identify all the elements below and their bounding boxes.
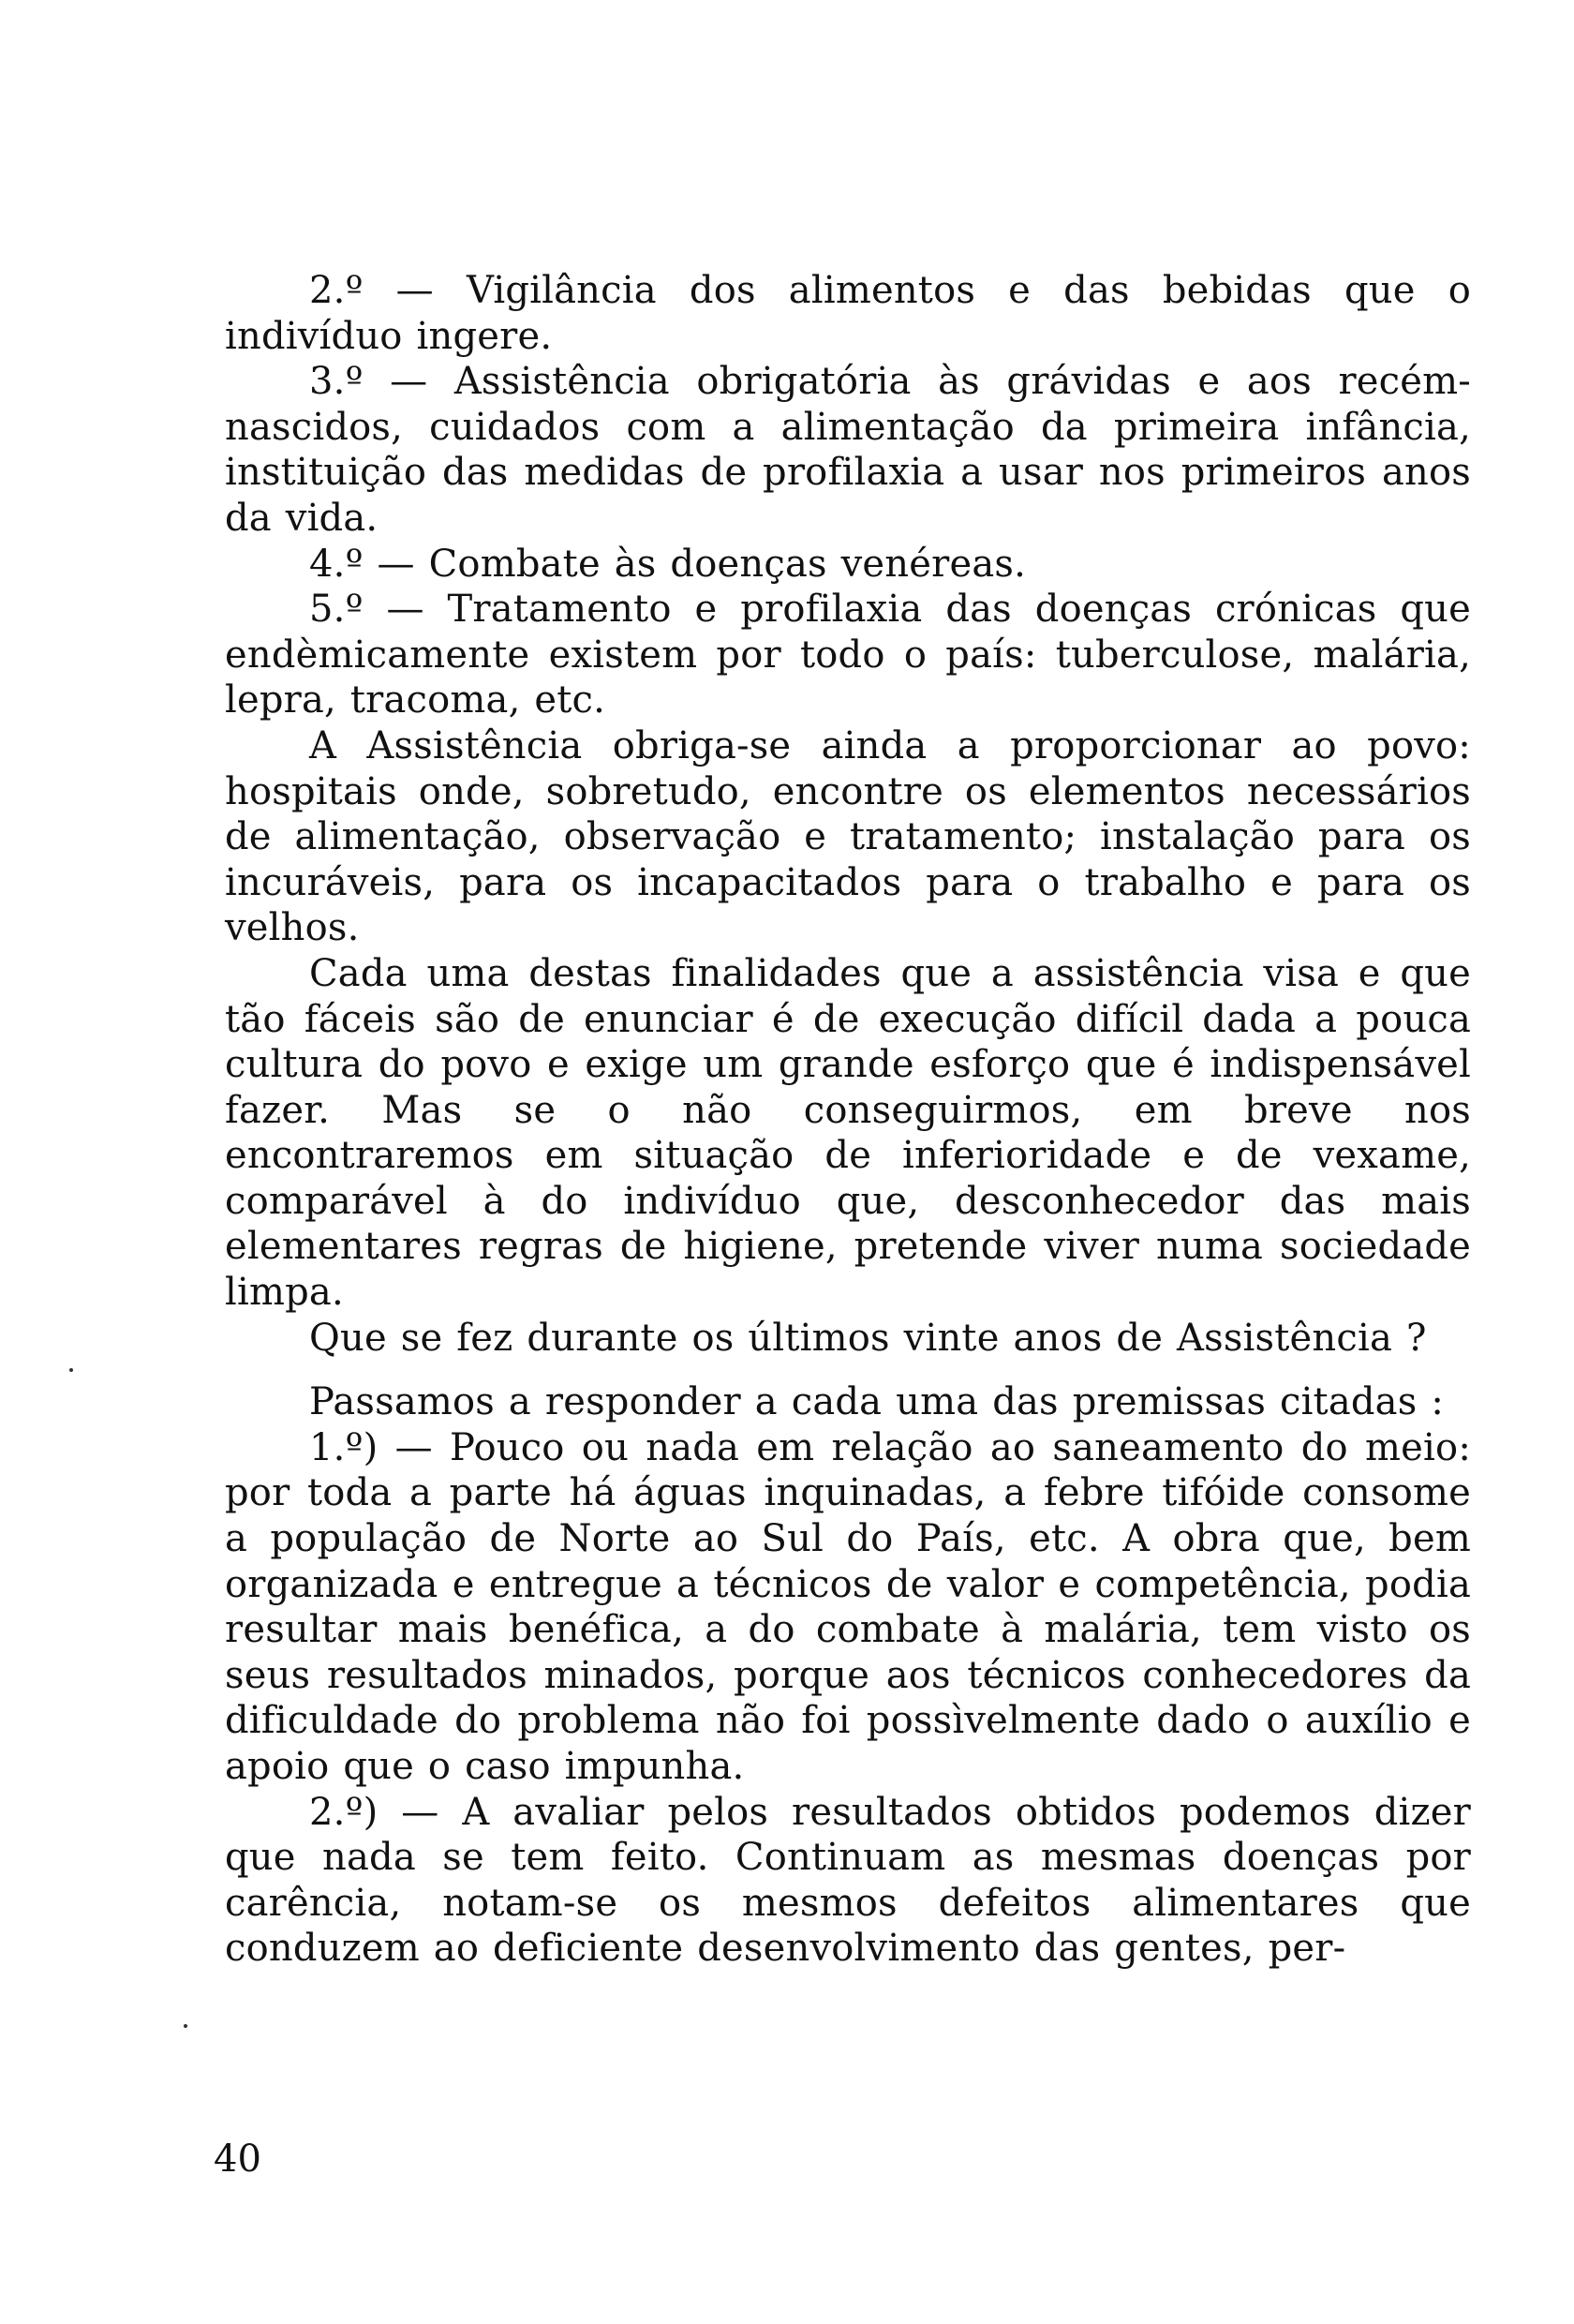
paragraph-item-5-chronic-diseases: 5.º — Tratamento e profilaxia das doenças crónicas que endèmicamente existem por todo o país: tuberculose, malária, lepra, tracoma, etc.	[225, 588, 1471, 723]
paragraph-each-purpose: Cada uma destas finalidades que a assistência visa e que tão fáceis são de enunciar é de execução difícil dada a pouca cultura do povo e exige um grande esforço que é indispensável fazer. Mas se o não conseguirmos, em breve nos encontraremos em situação de inferioridade e de vexame, comparável à do indivíduo que, desconhecedor das mais elementares regras de higiene, pretende viver numa sociedade limpa.	[225, 951, 1471, 1315]
paragraph-assistance-obligations: A Assistência obriga-se ainda a proporcionar ao povo: hospitais onde, sobretudo, encontre os elementos necessários de alimentação, observação e tratamento; instalação para os incuráveis, para os incapacitados para o trabalho e para os velhos.	[225, 723, 1471, 950]
paragraph-answer-2: 2.º) — A avaliar pelos resultados obtidos podemos dizer que nada se tem feito. Continuam as mesmas doenças por carência, notam-se os mesmos defeitos alimentares que conduzem ao deficiente desenvolvimento das gentes, per-	[225, 1790, 1471, 1971]
paragraph-question: Que se fez durante os últimos vinte anos de Assistência ?	[309, 1316, 1427, 1360]
paragraph-answer-1: 1.º) — Pouco ou nada em relação ao saneamento do meio: por toda a parte há águas inquinadas, a febre tifóide consome a população de Norte ao Sul do País, etc. A obra que, bem organizada e entregue a técnicos de valor e competência, podia resultar mais benéfica, a do combate à malária, tem visto os seus resultados minados, porque aos técnicos conhecedores da dificuldade do problema não foi possìvelmente dado o auxílio e apoio que o caso impunha.	[225, 1425, 1471, 1788]
page-body	[225, 268, 1471, 1972]
paragraph-item-2-vigilance: 2.º — Vigilância dos alimentos e das bebidas que o indivíduo ingere.	[225, 269, 1471, 358]
margin-dot	[184, 2024, 187, 2028]
margin-dot	[69, 1368, 73, 1372]
page-number: 40	[214, 2138, 261, 2181]
paragraph-item-3-assistance: 3.º — Assistência obrigatória às grávidas e aos recém-nascidos, cuidados com a alimentação da primeira infância, instituição das medidas de profilaxia a usar nos primeiros anos da vida.	[225, 360, 1471, 540]
paragraph-answer-intro: Passamos a responder a cada uma das premissas citadas :	[309, 1380, 1445, 1424]
paragraph-item-4-venereal: 4.º — Combate às doenças venéreas.	[309, 542, 1027, 586]
